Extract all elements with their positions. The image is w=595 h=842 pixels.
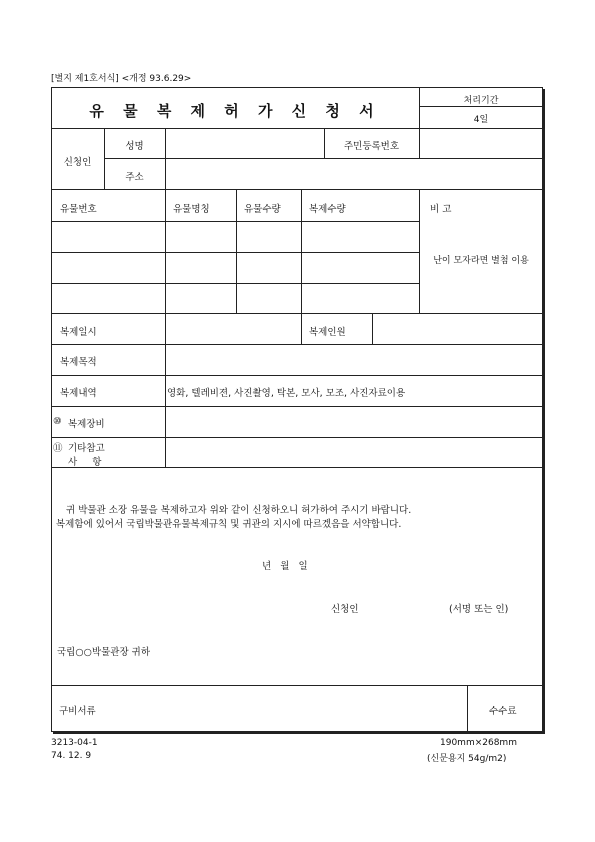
form-header-note: [별지 제1호서식] <개정 93.6.29>	[51, 74, 192, 84]
header-remarks: 비 고	[430, 204, 452, 215]
form-date: 74. 12. 9	[51, 751, 92, 761]
remarks-note: 난이 모자라면 별첨 이용	[433, 256, 529, 266]
table-cell[interactable]	[302, 253, 419, 283]
declaration-line1: 귀 박물관 소장 유물을 복제하고자 위와 같이 신청하오니 허가하여 주시기 바랍니다.	[66, 505, 412, 516]
resident-number-label: 주민등록번호	[343, 141, 400, 152]
documents-label: 구비서류	[59, 706, 96, 717]
equipment-number: ⑩	[53, 416, 62, 427]
table-cell[interactable]	[302, 284, 419, 313]
processing-period-label: 처리기간	[463, 96, 499, 106]
table-cell[interactable]	[302, 222, 419, 252]
table-cell[interactable]	[237, 284, 301, 313]
other-field[interactable]	[166, 438, 542, 467]
copy-content-value: 영화, 텔레비젼, 사진촬영, 탁본, 모사, 모조, 사진자료이용	[167, 388, 406, 399]
copy-date-label: 복제일시	[60, 327, 97, 338]
equipment-field[interactable]	[166, 407, 542, 437]
addressee: 국립○○박물관장 귀하	[57, 647, 151, 658]
paper-type: (신문용지 54g/m2)	[427, 754, 507, 764]
copy-content-label: 복제내역	[60, 388, 97, 399]
copy-date-field[interactable]	[166, 314, 301, 344]
copy-personnel-field[interactable]	[373, 314, 542, 344]
table-cell[interactable]	[166, 253, 236, 283]
date-line: 년 월 일	[262, 561, 308, 572]
other-label-line2: 사 항	[68, 457, 102, 468]
copy-personnel-label: 복제인원	[309, 327, 346, 338]
paper-size: 190mm×268mm	[440, 738, 517, 748]
signature-note: (서명 또는 인)	[449, 604, 509, 615]
table-cell[interactable]	[52, 284, 165, 313]
table-cell[interactable]	[237, 253, 301, 283]
header-artifact-quantity: 유물수량	[244, 204, 281, 215]
name-label: 성명	[125, 141, 144, 152]
header-artifact-name: 유물명칭	[173, 204, 210, 215]
fee-label: 수수료	[489, 706, 517, 717]
name-field[interactable]	[166, 129, 324, 158]
header-artifact-number: 유물번호	[60, 204, 97, 215]
table-cell[interactable]	[52, 253, 165, 283]
address-field[interactable]	[166, 159, 542, 189]
table-cell[interactable]	[166, 284, 236, 313]
header-copy-quantity: 복제수량	[309, 204, 346, 215]
applicant-label: 신청인	[63, 157, 92, 168]
declaration-line2: 복제함에 있어서 국립박물관유물복제규칙 및 귀관의 지시에 따르겠음을 서약합니다.	[56, 519, 402, 530]
processing-period-value: 4일	[473, 115, 489, 125]
other-number: ⑪	[53, 443, 63, 454]
form-number: 3213-04-1	[51, 738, 98, 748]
table-cell[interactable]	[52, 222, 165, 252]
table-cell[interactable]	[237, 222, 301, 252]
equipment-label: 복제장비	[68, 419, 105, 430]
signer-label: 신청인	[331, 604, 359, 615]
form-title: 유 물 복 제 허 가 신 청 서	[89, 102, 381, 120]
other-label-line1: 기타참고	[68, 443, 105, 454]
address-label: 주소	[125, 172, 144, 183]
copy-purpose-field[interactable]	[166, 345, 542, 375]
copy-purpose-label: 복제목적	[60, 357, 97, 368]
documents-field[interactable]	[52, 686, 467, 731]
resident-number-field[interactable]	[420, 129, 542, 158]
table-cell[interactable]	[166, 222, 236, 252]
